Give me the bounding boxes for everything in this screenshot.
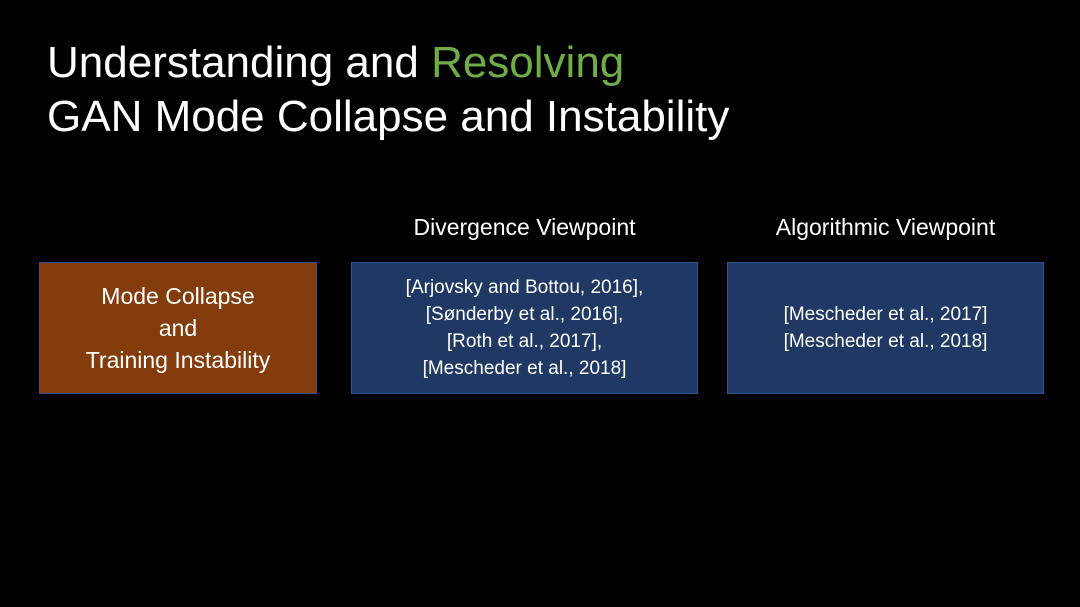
title-accent-resolving: Resolving [431, 38, 625, 87]
mode-collapse-box [39, 262, 317, 394]
divergence-references-box [351, 262, 698, 394]
algorithmic-reference: [Mescheder et al., 2017] [783, 304, 988, 325]
divergence-viewpoint-header: Divergence Viewpoint [413, 214, 636, 240]
problem-line-1: Mode Collapse [101, 283, 255, 309]
problem-line-2: and [158, 315, 198, 341]
algorithmic-viewpoint-header: Algorithmic Viewpoint [775, 214, 996, 240]
algorithmic-references-box [727, 262, 1044, 394]
algorithmic-reference: [Mescheder et al., 2018] [783, 331, 988, 352]
divergence-reference: [Mescheder et al., 2018] [422, 358, 627, 379]
divergence-reference: [Roth et al., 2017], [446, 331, 603, 352]
title-text-understanding: Understanding and [47, 38, 432, 87]
slide-title [47, 36, 729, 144]
problem-line-3: Training Instability [85, 347, 271, 373]
title-line1 [47, 38, 624, 87]
divergence-reference: [Arjovsky and Bottou, 2016], [405, 277, 644, 298]
title-line2: GAN Mode Collapse and Instability [47, 92, 730, 141]
divergence-reference: [Sønderby et al., 2016], [425, 304, 624, 325]
